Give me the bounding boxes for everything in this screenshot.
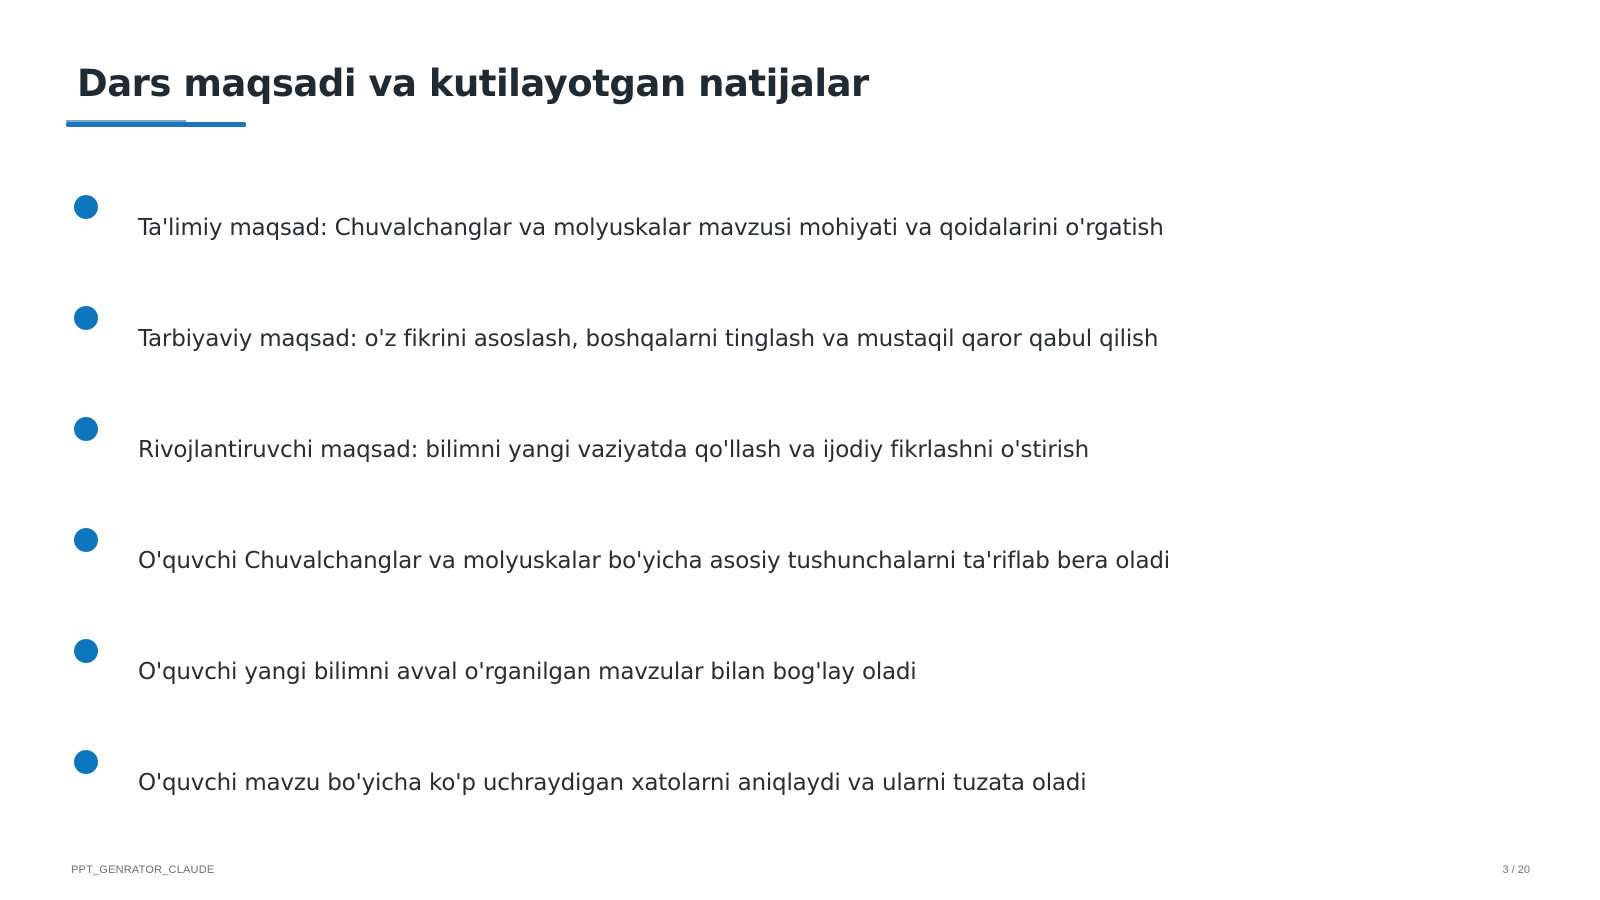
- bullet-dot-icon: [74, 195, 98, 219]
- bullet-dot-icon: [74, 417, 98, 441]
- bullet-dot-icon: [74, 639, 98, 663]
- list-item: [0, 417, 1500, 497]
- slide-title: Dars maqsadi va kutilayotgan natijalar: [77, 62, 869, 105]
- footer-generator-label: PPT_GENRATOR_CLAUDE: [71, 864, 215, 876]
- list-item: [0, 528, 1500, 608]
- bullet-text: Rivojlantiruvchi maqsad: bilimni yangi vaziyatda qo'llash va ijodiy fikrlashni o'stirish: [138, 437, 1089, 463]
- list-item: [0, 639, 1500, 719]
- list-item: [0, 750, 1500, 830]
- bullet-text: O'quvchi Chuvalchanglar va molyuskalar bo'yicha asosiy tushunchalarni ta'riflab bera oladi: [138, 548, 1170, 574]
- bullet-dot-icon: [74, 306, 98, 330]
- bullet-text: O'quvchi yangi bilimni avval o'rganilgan mavzular bilan bog'lay oladi: [138, 659, 917, 685]
- bullet-text: Tarbiyaviy maqsad: o'z fikrini asoslash, boshqalarni tinglash va mustaqil qaror qabul qilish: [138, 326, 1159, 352]
- bullet-text: Ta'limiy maqsad: Chuvalchanglar va molyuskalar mavzusi mohiyati va qoidalarini o'rgatish: [138, 215, 1164, 241]
- list-item: [0, 306, 1500, 386]
- page-indicator: 3 / 20: [1502, 864, 1530, 876]
- list-item: [0, 195, 1500, 275]
- bullet-dot-icon: [74, 528, 98, 552]
- bullet-dot-icon: [74, 750, 98, 774]
- bullet-text: O'quvchi mavzu bo'yicha ko'p uchraydigan xatolarni aniqlaydi va ularni tuzata oladi: [138, 770, 1087, 796]
